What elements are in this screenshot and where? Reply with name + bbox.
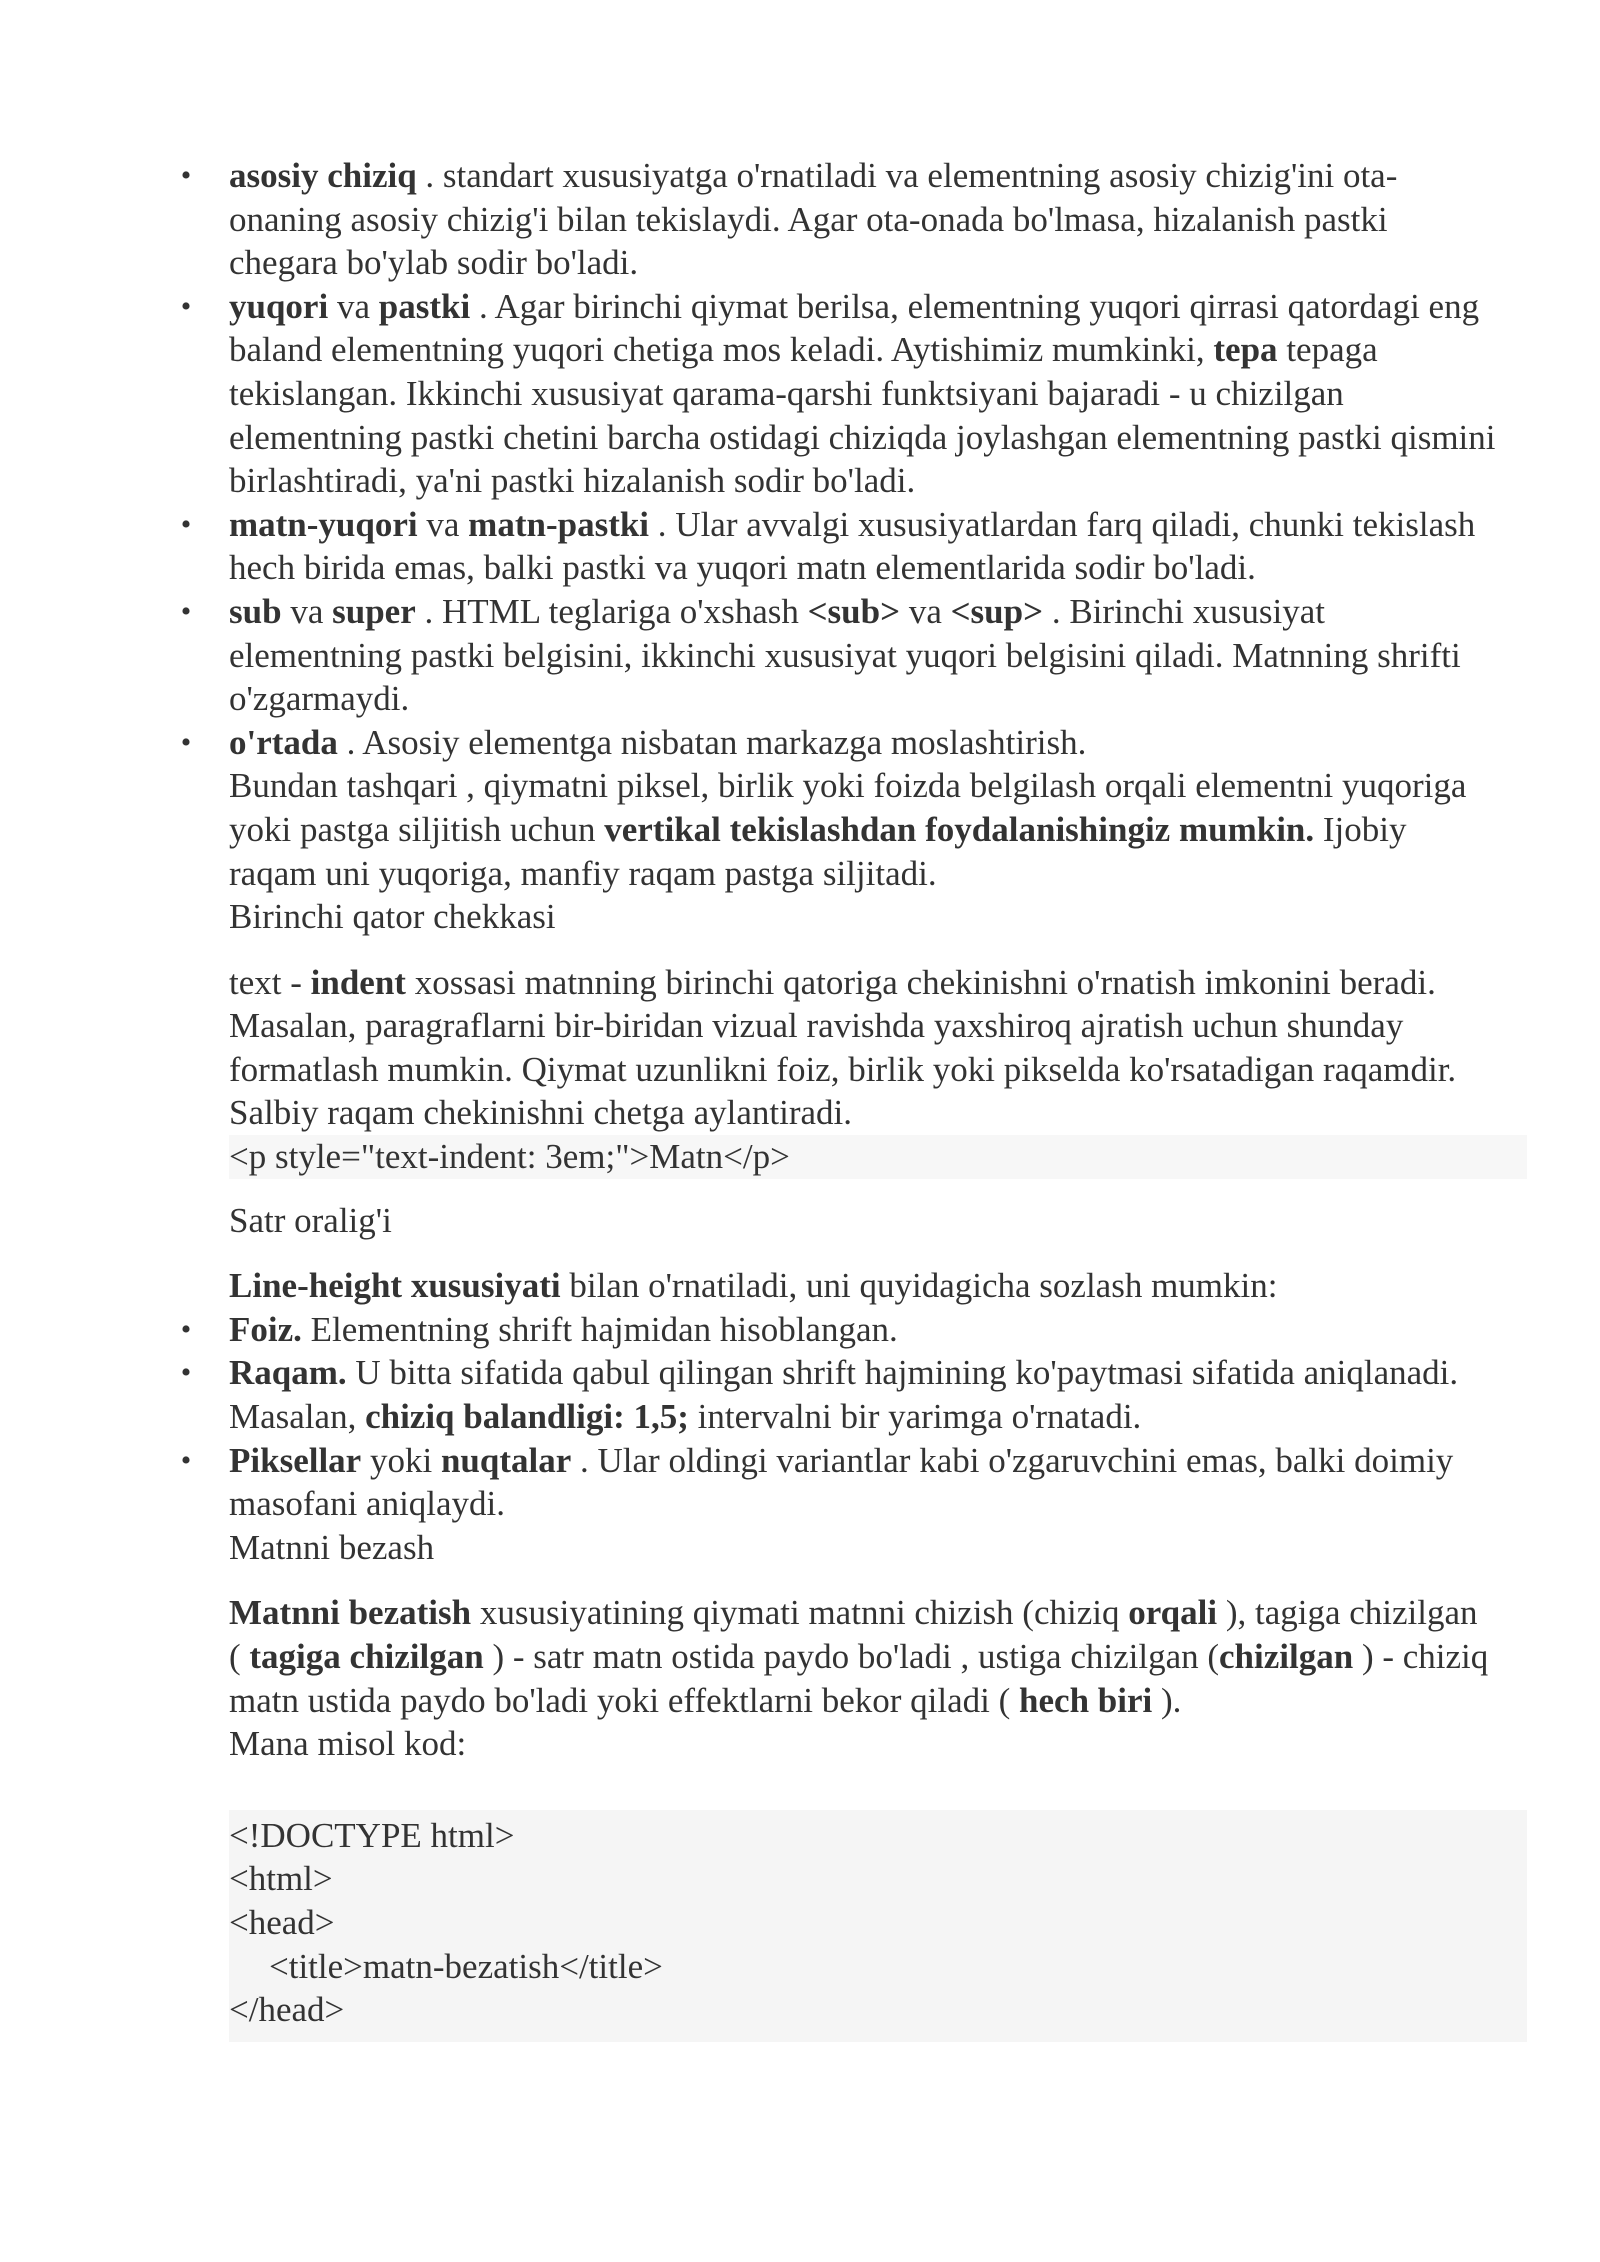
para-text: xususiyatining qiymati matnni chizish (chiziq: [479, 1593, 1120, 1633]
term: pastki: [378, 286, 471, 326]
item-text: yoki: [369, 1440, 433, 1480]
code-block: [229, 1810, 1527, 2042]
para-text: bilan o'rnatiladi, uni quyidagicha sozlash mumkin:: [569, 1266, 1278, 1306]
term: chizilgan: [1219, 1637, 1354, 1676]
vertical-align-list: [180, 154, 1497, 939]
code-line: <html>: [229, 1859, 333, 1899]
term: hech biri: [1019, 1680, 1153, 1720]
code-line: <head>: [229, 1902, 335, 1942]
list-item: [180, 1439, 1497, 1570]
item-text: U bitta sifatida qabul qilingan shrift hajmining ko'paytmasi sifatida aniqlanadi. Masalan,: [229, 1353, 1459, 1437]
list-item: [180, 1308, 1497, 1352]
para-text: text -: [229, 962, 302, 1002]
term: <sup>: [950, 591, 1044, 631]
list-item: [180, 1351, 1497, 1438]
para-text: ) - chiziq matn ustida paydo bo'ladi yoki effektlarni bekor qiladi (: [229, 1637, 1489, 1720]
code-example: <p style="text-indent: 3em;">Matn</p>: [229, 1135, 1527, 1179]
term: <sub>: [807, 591, 901, 631]
item-text: . Ular avvalgi xususiyatlardan farq qiladi, chunki tekislash hech birida emas, balki pastki va yuqori matn elementlarida sodir bo'ladi.: [229, 504, 1476, 588]
term: orqali: [1128, 1593, 1218, 1633]
code-line: <title>matn-bezatish</title>: [269, 1946, 663, 1986]
item-text: va: [336, 286, 370, 326]
bullet-icon: •: [180, 594, 192, 628]
para-text: ), tagiga chizilgan (: [229, 1593, 1478, 1676]
code-line: </head>: [229, 1990, 345, 2030]
item-text: intervalni bir yarimga o'rnatadi.: [697, 1397, 1142, 1437]
term: Matnni bezatish: [229, 1593, 472, 1633]
extra-text: Ijobiy raqam uni yuqoriga, manfiy raqam pastga siljitadi.: [229, 809, 1407, 893]
line-height-paragraph: [229, 1264, 1497, 1308]
item-text: . Birinchi xususiyat elementning pastki belgisini, ikkinchi xususiyat yuqori belgisini qiladi. Matnning shrifti o'zgarmaydi.: [229, 591, 1461, 719]
term: Raqam.: [229, 1353, 347, 1393]
bullet-icon: •: [180, 1443, 192, 1477]
list-item: [180, 721, 1497, 939]
spacer: [229, 939, 1497, 961]
term: tepa: [1213, 330, 1278, 370]
term: tagiga chizilgan: [249, 1637, 484, 1676]
decoration-paragraph: [229, 1591, 1497, 1722]
item-text: va: [426, 504, 460, 544]
list-item: [180, 503, 1497, 590]
item-text: va: [290, 591, 324, 631]
indent-paragraph: [229, 961, 1497, 1135]
item-text: . Ular oldingi variantlar kabi o'zgaruvchini emas, balki doimiy masofani aniqlaydi.: [229, 1440, 1454, 1524]
term: nuqtalar: [440, 1440, 572, 1480]
line-height-list: [180, 1308, 1497, 1570]
bullet-icon: •: [180, 1312, 192, 1346]
bullet-icon: •: [180, 289, 192, 323]
term: o'rtada: [229, 722, 338, 762]
para-text: ) - satr matn ostida paydo bo'ladi , ustiga chizilgan (: [492, 1637, 1220, 1676]
list-item: [180, 590, 1497, 721]
term: matn-pastki: [468, 504, 650, 544]
item-text: . Agar birinchi qiymat berilsa, elementning yuqori qirrasi qatordagi eng baland elementning yuqori chetiga mos keladi. Aytishimiz mumkinki,: [229, 286, 1480, 370]
term: yuqori: [229, 286, 329, 326]
term: Line-height xususiyati: [229, 1266, 561, 1306]
bullet-icon: •: [180, 1356, 192, 1390]
extra-text: Bundan tashqari , qiymatni piksel, birlik yoki foizda belgilash orqali elementni yuqoriga yoki pastga siljitish uchun: [229, 766, 1467, 849]
para-text: ).: [1161, 1680, 1182, 1720]
item-text: va: [908, 591, 942, 631]
item-extra-text: [229, 764, 1497, 895]
list-item: [180, 154, 1497, 285]
term: matn-yuqori: [229, 504, 418, 544]
term: super: [332, 591, 416, 631]
term: indent: [310, 962, 406, 1002]
section-heading: Birinchi qator chekkasi: [229, 897, 556, 937]
item-text: . standart xususiyatga o'rnatiladi va elementning asosiy chizig'ini ota-onaning asosiy chizig'i bilan tekislaydi. Agar ota-onada bo'lmasa, hizalanish pastki chegara bo'ylab sodir bo'ladi.: [229, 156, 1398, 283]
term: chiziq balandligi: 1,5;: [365, 1397, 689, 1437]
bullet-icon: •: [180, 725, 192, 759]
term: Piksellar: [229, 1440, 362, 1480]
spacer: [229, 1179, 1497, 1199]
bullet-icon: •: [180, 159, 192, 192]
section-heading: Satr oralig'i: [229, 1200, 392, 1240]
code-line: <!DOCTYPE html>: [229, 1815, 515, 1855]
term: asosiy chiziq: [229, 156, 417, 195]
example-label: Mana misol kod:: [229, 1724, 467, 1764]
document-content: [180, 154, 1497, 2042]
item-text: tepaga tekislangan. Ikkinchi xususiyat qarama-qarshi funktsiyani bajaradi - u chizilgan elementning pastki chetini barcha ostidagi chiziqda joylashgan elementning pastki qismini birlashtiradi, ya'ni pastki hizalanish sodir bo'ladi.: [229, 330, 1496, 501]
term: vertikal tekislashdan foydalanishingiz mumkin.: [604, 809, 1315, 849]
bullet-icon: •: [180, 507, 192, 541]
section-heading: Matnni bezash: [229, 1527, 435, 1567]
spacer: [229, 1569, 1497, 1591]
item-text: Elementning shrift hajmidan hisoblangan.: [310, 1309, 898, 1349]
item-text: . Asosiy elementga nisbatan markazga moslashtirish.: [346, 722, 1087, 762]
spacer: [229, 1766, 1497, 1810]
item-text: . HTML teglariga o'xshash: [424, 591, 799, 631]
list-item: [180, 285, 1497, 503]
term: sub: [229, 591, 282, 631]
para-text: xossasi matnning birinchi qatoriga chekinishni o'rnatish imkonini beradi. Masalan, paragraflarni bir-biridan vizual ravishda yaxshiroq ajratish uchun shunday formatlash mumkin. Qiymat uzunlikni foiz, birlik yoki pikselda ko'rsatadigan raqamdir. Salbiy raqam chekinishni chetga aylantiradi.: [229, 962, 1457, 1133]
term: Foiz.: [229, 1309, 302, 1349]
spacer: [229, 1242, 1497, 1264]
